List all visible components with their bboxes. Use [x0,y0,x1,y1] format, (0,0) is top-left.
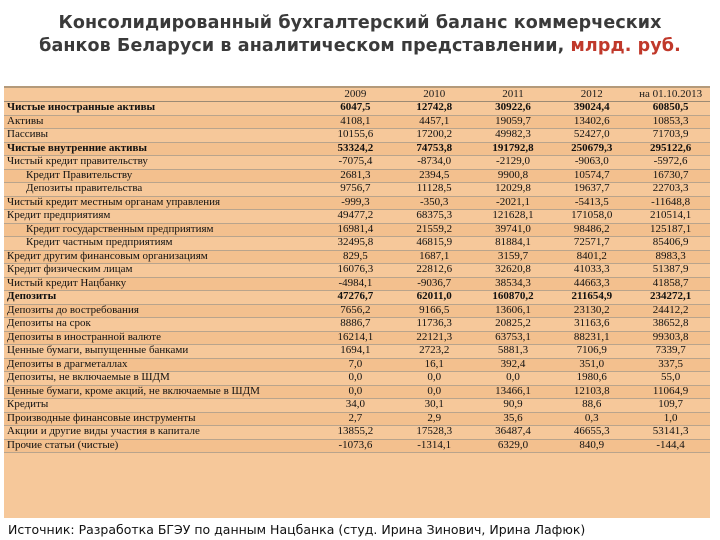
row-value: -5413,5 [552,196,631,210]
row-value: 7656,2 [316,304,395,318]
row-value: 47276,7 [316,291,395,305]
row-value: 0,3 [552,412,631,426]
title-separator: , [557,36,571,56]
table-row [4,291,710,305]
row-value: 2,9 [395,412,474,426]
row-value: -2021,1 [474,196,553,210]
row-value: 52427,0 [552,129,631,143]
row-value: 53324,2 [316,142,395,156]
row-value: -9036,7 [395,277,474,291]
table-row [4,385,710,399]
row-value: 0,0 [395,372,474,386]
row-value: 9900,8 [474,169,553,183]
title-line-2-main: банков Беларуси в аналитическом представлении [39,36,558,56]
row-value: -144,4 [631,439,710,453]
row-value: 19637,7 [552,183,631,197]
row-value: 160870,2 [474,291,553,305]
row-value: 1694,1 [316,345,395,359]
table-row [4,237,710,251]
row-value: -9063,0 [552,156,631,170]
row-value: 4108,1 [316,115,395,129]
row-value: 0,0 [316,372,395,386]
row-value: 211654,9 [552,291,631,305]
row-value: 7,0 [316,358,395,372]
row-value: 88231,1 [552,331,631,345]
row-label: Депозиты, не включаемые в ШДМ [4,372,316,386]
row-value: 17200,2 [395,129,474,143]
row-value: 35,6 [474,412,553,426]
row-value: 23130,2 [552,304,631,318]
row-value: 10574,7 [552,169,631,183]
row-value: 60850,5 [631,102,710,116]
row-value: 30,1 [395,399,474,413]
row-value: 74753,8 [395,142,474,156]
row-label: Кредит предприятиям [4,210,316,224]
balance-table-container [4,88,710,518]
row-value: -11648,8 [631,196,710,210]
row-value: 16,1 [395,358,474,372]
row-label: Акции и другие виды участия в капитале [4,426,316,440]
row-value: 8983,3 [631,250,710,264]
table-row [4,169,710,183]
row-value: 22121,3 [395,331,474,345]
row-label: Кредит другим финансовым организациям [4,250,316,264]
table-row [4,250,710,264]
row-value: 16730,7 [631,169,710,183]
table-row [4,426,710,440]
row-value: 39741,0 [474,223,553,237]
row-label: Прочие статьи (чистые) [4,439,316,453]
row-value: 1687,1 [395,250,474,264]
row-value: 829,5 [316,250,395,264]
row-label: Кредит частным предприятиям [4,237,316,251]
row-label: Депозиты в драгметаллах [4,358,316,372]
row-label: Кредиты [4,399,316,413]
header-cell-2012: 2012 [552,88,631,102]
row-value: 17528,3 [395,426,474,440]
row-value: -4984,1 [316,277,395,291]
title-line-2 [0,35,720,58]
row-value: 72571,7 [552,237,631,251]
row-value: -1073,6 [316,439,395,453]
table-row [4,318,710,332]
row-label: Депозиты в иностранной валюте [4,331,316,345]
table-row [4,304,710,318]
slide-title [0,12,720,58]
row-value: 41033,3 [552,264,631,278]
row-value: 34,0 [316,399,395,413]
table-row [4,372,710,386]
row-value: 2723,2 [395,345,474,359]
row-value: 109,7 [631,399,710,413]
source-note: Источник: Разработка БГЭУ по данным Нацбанка (студ. Ирина Зинович, Ирина Лафюк) [0,519,720,540]
row-label: Чистый кредит местным органам управления [4,196,316,210]
row-value: 1980,6 [552,372,631,386]
row-label: Чистые иностранные активы [4,102,316,116]
row-value: 13606,1 [474,304,553,318]
row-value: 62011,0 [395,291,474,305]
table-row [4,331,710,345]
header-cell-2009: 2009 [316,88,395,102]
table-row [4,183,710,197]
row-value: 295122,6 [631,142,710,156]
row-label: Чистые внутренние активы [4,142,316,156]
row-value: 22703,3 [631,183,710,197]
row-value: 351,0 [552,358,631,372]
table-row [4,439,710,453]
row-label: Ценные бумаги, выпущенные банками [4,345,316,359]
balance-table [4,88,710,453]
table-row [4,115,710,129]
table-row [4,142,710,156]
table-body [4,102,710,453]
row-label: Чистый кредит Нацбанку [4,277,316,291]
table-row [4,399,710,413]
row-label: Пассивы [4,129,316,143]
row-value: 46815,9 [395,237,474,251]
row-label: Активы [4,115,316,129]
row-value: 7106,9 [552,345,631,359]
row-label: Депозиты правительства [4,183,316,197]
row-value: -5972,6 [631,156,710,170]
row-value: 99303,8 [631,331,710,345]
table-row [4,345,710,359]
row-value: 0,0 [316,385,395,399]
row-value: 90,9 [474,399,553,413]
row-value: -350,3 [395,196,474,210]
table-row [4,358,710,372]
row-value: 39024,4 [552,102,631,116]
row-value: 392,4 [474,358,553,372]
row-value: 171058,0 [552,210,631,224]
row-value: 191792,8 [474,142,553,156]
row-value: 13466,1 [474,385,553,399]
table-row [4,223,710,237]
row-value: 2394,5 [395,169,474,183]
row-value: 16076,3 [316,264,395,278]
table-row [4,277,710,291]
row-value: 2681,3 [316,169,395,183]
row-value: 4457,1 [395,115,474,129]
row-value: 49982,3 [474,129,553,143]
table-row [4,102,710,116]
table-row [4,156,710,170]
table-row [4,412,710,426]
row-value: 31163,6 [552,318,631,332]
row-label: Ценные бумаги, кроме акций, не включаемые в ШДМ [4,385,316,399]
row-value: 55,0 [631,372,710,386]
row-value: 19059,7 [474,115,553,129]
row-value: 8401,2 [552,250,631,264]
row-value: 6329,0 [474,439,553,453]
row-value: 7339,7 [631,345,710,359]
row-value: 88,6 [552,399,631,413]
row-value: 337,5 [631,358,710,372]
row-value: 22812,6 [395,264,474,278]
row-value: 125187,1 [631,223,710,237]
row-value: 1,0 [631,412,710,426]
table-row [4,264,710,278]
row-value: 13402,6 [552,115,631,129]
row-value: -999,3 [316,196,395,210]
row-value: 13855,2 [316,426,395,440]
row-value: 21559,2 [395,223,474,237]
row-value: 210514,1 [631,210,710,224]
table-row [4,210,710,224]
row-value: 81884,1 [474,237,553,251]
row-value: 63753,1 [474,331,553,345]
row-value: 12103,8 [552,385,631,399]
row-value: 0,0 [474,372,553,386]
row-value: 840,9 [552,439,631,453]
title-unit: млрд. руб. [570,36,681,56]
row-label: Производные финансовые инструменты [4,412,316,426]
header-cell-label [4,88,316,102]
header-cell-2013: на 01.10.2013 [631,88,710,102]
row-value: 0,0 [395,385,474,399]
row-value: 6047,5 [316,102,395,116]
row-value: 53141,3 [631,426,710,440]
row-value: 12742,8 [395,102,474,116]
row-value: 10853,3 [631,115,710,129]
header-cell-2011: 2011 [474,88,553,102]
row-value: 49477,2 [316,210,395,224]
row-label: Чистый кредит правительству [4,156,316,170]
row-value: 38534,3 [474,277,553,291]
row-value: 9166,5 [395,304,474,318]
row-value: 250679,3 [552,142,631,156]
row-value: 68375,3 [395,210,474,224]
header-cell-2010: 2010 [395,88,474,102]
row-label: Депозиты на срок [4,318,316,332]
row-value: 12029,8 [474,183,553,197]
row-value: 51387,9 [631,264,710,278]
row-value: 71703,9 [631,129,710,143]
title-line-1: Консолидированный бухгалтерский баланс коммерческих [58,13,662,33]
row-value: 16981,4 [316,223,395,237]
row-value: 20825,2 [474,318,553,332]
row-value: 24412,2 [631,304,710,318]
row-value: 8886,7 [316,318,395,332]
row-value: 36487,4 [474,426,553,440]
row-label: Кредит Правительству [4,169,316,183]
row-label: Кредит государственным предприятиям [4,223,316,237]
table-row [4,129,710,143]
row-value: 38652,8 [631,318,710,332]
row-value: -7075,4 [316,156,395,170]
row-label: Депозиты до востребования [4,304,316,318]
row-value: -8734,0 [395,156,474,170]
row-value: 10155,6 [316,129,395,143]
row-value: 9756,7 [316,183,395,197]
row-value: 41858,7 [631,277,710,291]
row-value: 30922,6 [474,102,553,116]
row-value: 3159,7 [474,250,553,264]
row-value: 234272,1 [631,291,710,305]
row-value: 11736,3 [395,318,474,332]
row-value: 44663,3 [552,277,631,291]
row-value: -1314,1 [395,439,474,453]
row-value: 11064,9 [631,385,710,399]
table-row [4,196,710,210]
row-value: 85406,9 [631,237,710,251]
row-value: 5881,3 [474,345,553,359]
row-value: 11128,5 [395,183,474,197]
row-label: Депозиты [4,291,316,305]
row-value: 32620,8 [474,264,553,278]
row-value: 32495,8 [316,237,395,251]
row-value: 121628,1 [474,210,553,224]
table-header-row [4,88,710,102]
row-value: 2,7 [316,412,395,426]
row-value: 46655,3 [552,426,631,440]
row-label: Кредит физическим лицам [4,264,316,278]
row-value: 16214,1 [316,331,395,345]
row-value: -2129,0 [474,156,553,170]
row-value: 98486,2 [552,223,631,237]
